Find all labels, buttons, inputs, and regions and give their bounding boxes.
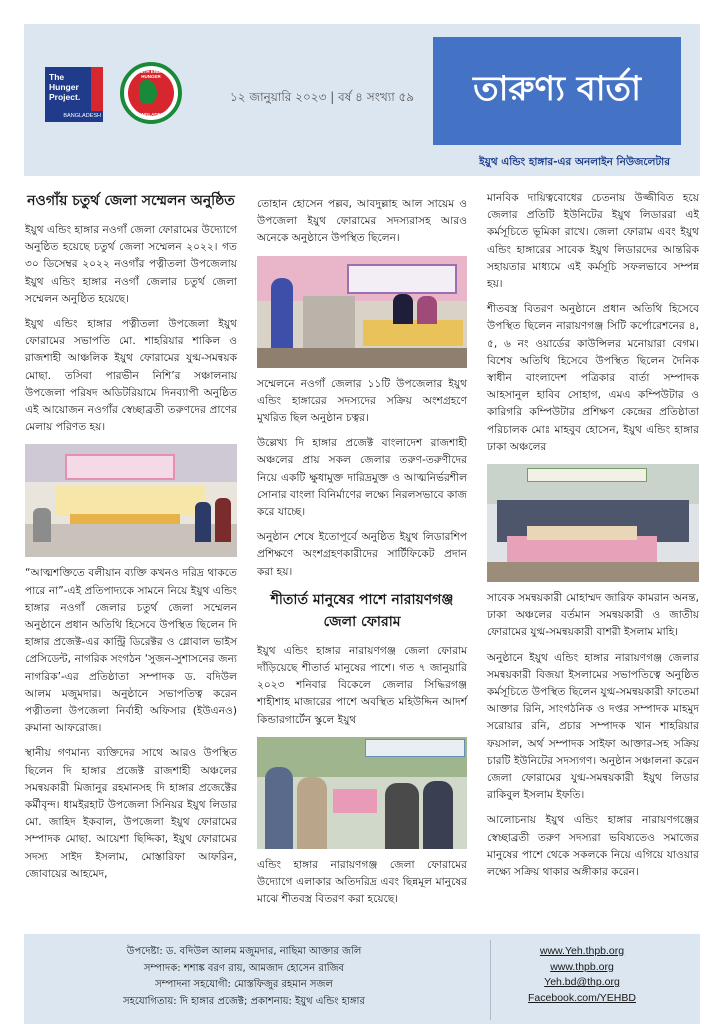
winter-clothes-distribution-photo xyxy=(257,737,467,849)
masthead-band xyxy=(24,24,700,176)
issue-date-volume: ১২ জানুয়ারি ২০২৩ | বর্ষ ৪ সংখ্যা ৫৯ xyxy=(230,90,415,104)
editorial-credits xyxy=(24,944,464,1010)
footer-band xyxy=(24,934,700,1024)
article-paragraph: অনুষ্ঠান শেষে ইতোপূর্বে অনুষ্ঠিত ইয়ুথ লিডারশিপ প্রশিক্ষণে অংশগ্রহণকারীদের সার্টিফিকেট প্রদান করা হয়। xyxy=(257,531,467,578)
article-paragraph: আলোচনায় ইয়ুথ এন্ডিং হাঙ্গার নারায়ণগঞ্জের স্বেচ্ছাব্রতী তরুণ সদস্যরা ভবিষ্যতেও সমাজের মানুষের পাশে থেকে সকলকে নিয়ে এগিয়ে যাওয়ার লক্ষ্যে সক্রিয় থাকার অঙ্গীকার করেন। xyxy=(487,814,699,879)
article-paragraph: ইয়ুথ এন্ডিং হাঙ্গার নারায়ণগঞ্জ জেলা ফোরাম দাঁড়িয়েছে শীতার্ত মানুষের পাশে। গত ৭ জানুয়ারি ২০২৩ শনিবার বিকেলে জেলার সিদ্ধিরগঞ্জ শাহীশাহ মাজারের পাশে অবস্থিত মহিউদ্দিন আদর্শ কিন্ডারগার্টেন স্কুলে ইয়ুথ xyxy=(257,644,467,726)
yeh-website-link[interactable]: www.Yeh.thpb.org xyxy=(539,945,625,957)
article-paragraph: এন্ডিং হাঙ্গার নারায়ণগঞ্জ জেলা ফোরামের উদ্যোগে এলাকার অতিদরিদ্র এবং ছিন্নমূল মানুষের মাঝে শীতবস্ত্র বিতরণ করা হয়েছে। xyxy=(257,858,467,906)
column-1 xyxy=(25,190,237,891)
column-3 xyxy=(487,190,699,889)
footer-divider xyxy=(490,940,491,1020)
newsletter-tagline: ইয়ুথ এন্ডিং হাঙ্গার-এর অনলাইন নিউজলেটার xyxy=(479,156,670,168)
thpb-website-link[interactable]: www.thpb.org xyxy=(550,960,614,973)
article-paragraph: সম্মেলনে নওগাঁ জেলার ১১টি উপজেলার ইয়ুথ এন্ডিং হাঙ্গারের সদস্যদের সক্রিয় অংশগ্রহণে মুখরিত ছিল অনুষ্ঠান চত্বর। xyxy=(257,377,467,425)
thp-logo-accent xyxy=(91,67,103,111)
publisher-line: সহযোগিতায়: দি হাঙ্গার প্রজেক্ট; প্রকাশনায়: ইয়ুথ এন্ডিং হাঙ্গার xyxy=(123,995,365,1007)
facebook-link[interactable]: Facebook.com/YEHBD xyxy=(528,991,636,1004)
article-paragraph: উল্লেখ্য দি হাঙ্গার প্রজেক্ট বাংলাদেশ রাজশাহী অঞ্চলের প্রায় সকল জেলার তরুণ-তরুণীদের নিয়ে একটি ক্ষুধামুক্ত দারিদ্রমুক্ত ও আত্মনির্ভরশীল সোনার বাংলা বিনির্মাণের লক্ষ্যে নিরলসভাবে কাজ করে যাচ্ছে। xyxy=(257,437,467,519)
group-photo xyxy=(487,464,699,582)
newsletter-title: তারুণ্য বার্তা xyxy=(473,69,641,109)
column-2 xyxy=(257,196,467,916)
assistant-editor-line: সম্পাদনা সহযোগী: মোস্তফিজুর রহমান সজল xyxy=(155,979,333,990)
article-headline: নওগাঁয় চতুর্থ জেলা সম্মেলন অনুষ্ঠিত xyxy=(27,193,235,209)
youth-ending-hunger-logo: YOUTH ENDING HUNGER BANGLADESH xyxy=(120,62,182,124)
contact-links xyxy=(494,944,670,1006)
email-link[interactable]: Yeh.bd@thp.org xyxy=(544,976,620,988)
speaker-photo xyxy=(257,256,467,368)
article-paragraph: স্থানীয় গণমান্য ব্যক্তিদের সাথে আরও উপস্থিত ছিলেন দি হাঙ্গার প্রজেক্ট রাজশাহী অঞ্চলের সমন্বয়কারী মিজানুর রহমানসহ দি হাঙ্গার প্রজেক্টের কর্মীবৃন্দ। ধামইরহাট উপজেলা সিনিয়র ইয়ুথ লিডার মো. জাহিদ ইকবাল, উপজেলা ইয়ুথ ফোরামের সম্পাদক মোছা. আয়েশা ছিদ্দিকা, ইয়ুথ ফোরামের সদস্য সাইদ ইসলাম, মোস্তারিফা আফরিন, জোবায়ের আহমেদ, xyxy=(25,747,237,880)
article-paragraph: অনুষ্ঠানে ইয়ুথ এন্ডিং হাঙ্গার নারায়ণগঞ্জ জেলার সমন্বয়কারী বিজয়া ইসলামের সভাপতিত্বে অনুষ্ঠিত কর্মসূচিতে উপস্থিত ছিলেন যুগ্ম-সমন্বয়কারী ফাতেমা আক্তার রিনি, সাংগঠনিক ও দপ্তর সম্পাদক মাহমুদ সরোয়ার রনি, প্রচার সম্পাদক খান শাহরিয়ার ফয়সাল, অর্থ সম্পাদক সাইফা আক্তার-সহ সক্রিয় চারটি ইউনিটের সদস্যগণ। অনুষ্ঠান সঞ্চালনা করেন জেলা ফোরামের যুগ্ম-সমন্বয়কারী ইয়ুথ লিডার রাকিবুল ইসলাম ইফতি। xyxy=(487,651,699,802)
editors-line: সম্পাদক: শশাঙ্ক বরণ রায়, আমজাদ হোসেন রাজিব xyxy=(143,962,345,974)
article-paragraph: শীতবস্ত্র বিতরণ অনুষ্ঠানে প্রধান অতিথি হিসেবে উপস্থিত ছিলেন নারায়ণগঞ্জ সিটি কর্পোরেশনের ৪, ৫, ৬ নং ওয়ার্ডের কাউন্সিলর মনোয়ারা বেগম। বিশেষ অতিথি হিসেবে উপস্থিত ছিলেন দৈনিক স্বাধীন বাংলাদেশ পত্রিকার বার্তা সম্পাদক আহসানুল হাবিব সোহাগ, এমএ কম্পিউটার ও কারিগরি কম্পিউটার প্রশিক্ষণ কেন্দ্রের প্রতিষ্ঠাতা পরিচালক মোঃ মাহবুব হোসেন, ইয়ুথ এন্ডিং হাঙ্গার ঢাকা অঞ্চলের xyxy=(487,303,699,453)
article-paragraph: মানবিক দায়িত্ববোধের চেতনায় উজ্জীবিত হয়ে জেলার প্রতিটি ইউনিটের ইয়ুথ লিডাররা এই কর্মসূচিতে ভূমিকা রাখে। জেলা ফোরাম এবং ইয়ুথ এন্ডিং হাঙ্গারের সাবেক ইয়ুথ লিডারদের আন্তরিক সহায়তার মাধ্যমে এই কর্মসূচি সফলভাবে সম্পন্ন হয়। xyxy=(487,192,699,291)
advisors-line: উপদেষ্টা: ড. বদিউল আলম মজুমদার, নাছিমা আক্তার জলি xyxy=(126,946,362,957)
article-paragraph: সাবেক সমন্বয়কারী মোহাম্মদ জারিফ কামরান অনন্ত, ঢাকা অঞ্চলের বর্তমান সমন্বয়কারী ও জাতীয় ফোরামের যুগ্ম-সমন্বয়কারী বাশরী ইসলাম মাহি। xyxy=(487,592,699,639)
conference-photo xyxy=(25,444,237,557)
article-headline: শীতার্ত মানুষের পাশে নারায়ণগঞ্জ জেলা ফোরাম xyxy=(270,591,454,630)
article-paragraph: ইয়ুথ এন্ডিং হাঙ্গার পত্নীতলা উপজেলা ইয়ুথ ফোরামের সভাপতি মো. শাহরিয়ার শাকিল ও রাজশাহী আঞ্চলিক ইয়ুথ ফোরামের যুগ্ম-সমন্বয়ক মোছা. তসিবা পারভীন নিশি’র সঞ্চালনায় উপজেলা পরিষদ অডিটরিয়ামে দিনব্যাপী অনুষ্ঠিত এই আয়োজন নওগাঁর স্বেচ্ছাব্রতী তরুণদের প্রাণের মেলায় পরিণত হয়। xyxy=(25,318,237,434)
hunger-project-logo: The Hunger Project. BANGLADESH xyxy=(45,67,103,125)
article-paragraph: তোহান হোসেন পল্লব, আবদুল্লাহ আল সায়েম ও উপজেলা ইয়ুথ ফোরামের সদস্যরাসহ আরও অনেকে অনুষ্ঠানে উপস্থিত ছিলেন। xyxy=(257,198,467,245)
newsletter-title-box xyxy=(433,37,681,145)
article-paragraph: “আত্মশক্তিতে বলীয়ান ব্যক্তি কখনও দরিদ্র থাকতে পারে না”-এই প্রতিপাদ্যকে সামনে নিয়ে ইয়ুথ এন্ডিং হাঙ্গার নওগাঁ জেলার চতুর্থ জেলা সম্মেলন অনুষ্ঠানে প্রধান অতিথি হিসেবে উপস্থিত ছিলেন দি হাঙ্গার প্রজেক্ট-এর কান্ট্রি ডিরেক্টর ও গ্লোবাল ভাইস প্রেসিডেন্ট, নাগরিক সংগঠন ‘সুজন-সুশাসনের জন্য নাগরিক’-এর প্রতিষ্ঠাতা সম্পাদক ড. বদিউল আলম মজুমদার। অনুষ্ঠানে সভাপতিত্ব করেন পত্নীতলা উপজেলা নির্বাহী অফিসার (ইউএনও) রুমানা আফরোজ। xyxy=(25,567,237,735)
article-paragraph: ইয়ুথ এন্ডিং হাঙ্গার নওগাঁ জেলা ফোরামের উদ্যোগে অনুষ্ঠিত হয়েছে চতুর্থ জেলা সম্মেলন ২০২২। গত ৩০ ডিসেম্বর ২০২২ নওগাঁর পত্নীতলা উপজেলায় ইয়ুথ এন্ডিং হাঙ্গার নওগাঁ জেলার চতুর্থ জেলা সম্মেলন অনুষ্ঠিত হয়েছে। xyxy=(25,224,237,305)
